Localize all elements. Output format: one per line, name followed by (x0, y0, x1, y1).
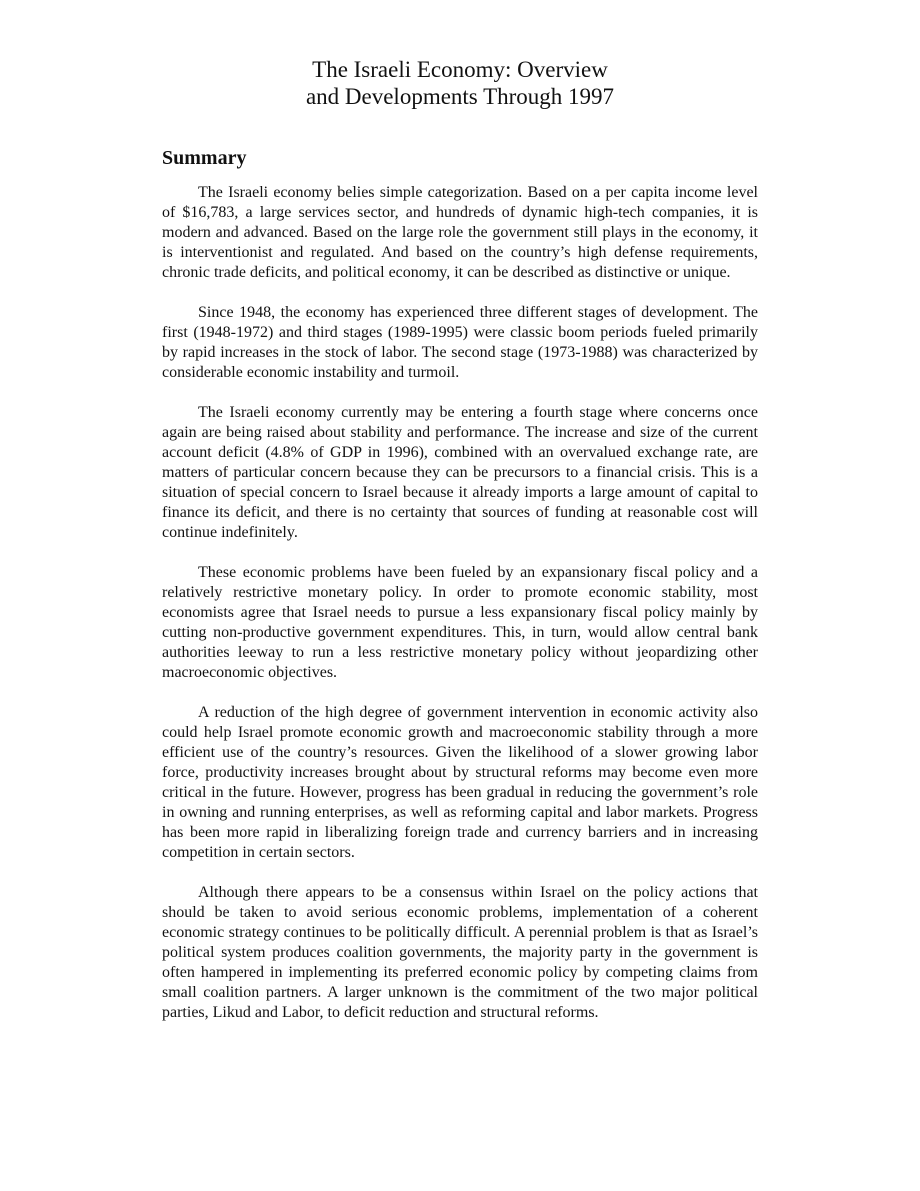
section-heading-summary: Summary (162, 147, 247, 169)
paragraph-2: Since 1948, the economy has experienced three different stages of development. The first (1948-1972) and third stages (1989-1995) were classic boom periods fueled primarily by rapid increases in the stock of labor. The second stage (1973-1988) was characterized by considerable economic instability and turmoil. (162, 304, 758, 381)
summary-body (162, 183, 758, 1023)
paragraph-4: These economic problems have been fueled by an expansionary fiscal policy and a relatively restrictive monetary policy. In order to promote economic stability, most economists agree that Israel needs to pursue a less expansionary fiscal policy mainly by cutting non-productive government expenditures. This, in turn, would allow central bank authorities leeway to run a less restrictive monetary policy without jeopardizing other macroeconomic objectives. (162, 564, 758, 681)
title-line-2: and Developments Through 1997 (305, 84, 615, 109)
paragraph-1: The Israeli economy belies simple categorization. Based on a per capita income level of $16,783, a large services sector, and hundreds of dynamic high-tech companies, it is modern and advanced. Based on the large role the government still plays in the economy, it is interventionist and regulated. And based on the country’s high defense requirements, chronic trade deficits, and political economy, it can be described as distinctive or unique. (162, 184, 758, 281)
paragraph-5: A reduction of the high degree of government intervention in economic activity also could help Israel promote economic growth and macroeconomic stability through a more efficient use of the country’s resources. Given the likelihood of a slower growing labor force, productivity increases brought about by structural reforms may become even more critical in the future. However, progress has been gradual in reducing the government’s role in owning and running enterprises, as well as reforming capital and labor markets. Progress has been more rapid in liberalizing foreign trade and currency barriers and in increasing competition in certain sectors. (162, 704, 758, 861)
document-title (162, 56, 758, 110)
paragraph-6: Although there appears to be a consensus within Israel on the policy actions that should be taken to avoid serious economic problems, implementation of a coherent economic strategy continues to be politically difficult. A perennial problem is that as Israel’s political system produces coalition governments, the majority party in the government is often hampered in implementing its preferred economic policy by competing claims from small coalition partners. A larger unknown is the commitment of the two major political parties, Likud and Labor, to deficit reduction and structural reforms. (162, 884, 758, 1021)
title-line-1: The Israeli Economy: Overview (312, 57, 608, 82)
document-page (162, 56, 758, 1023)
paragraph-3: The Israeli economy currently may be entering a fourth stage where concerns once again are being raised about stability and performance. The increase and size of the current account deficit (4.8% of GDP in 1996), combined with an overvalued exchange rate, are matters of particular concern because they can be precursors to a financial crisis. This is a situation of special concern to Israel because it already imports a large amount of capital to finance its deficit, and there is no certainty that sources of funding at reasonable cost will continue indefinitely. (162, 404, 758, 541)
